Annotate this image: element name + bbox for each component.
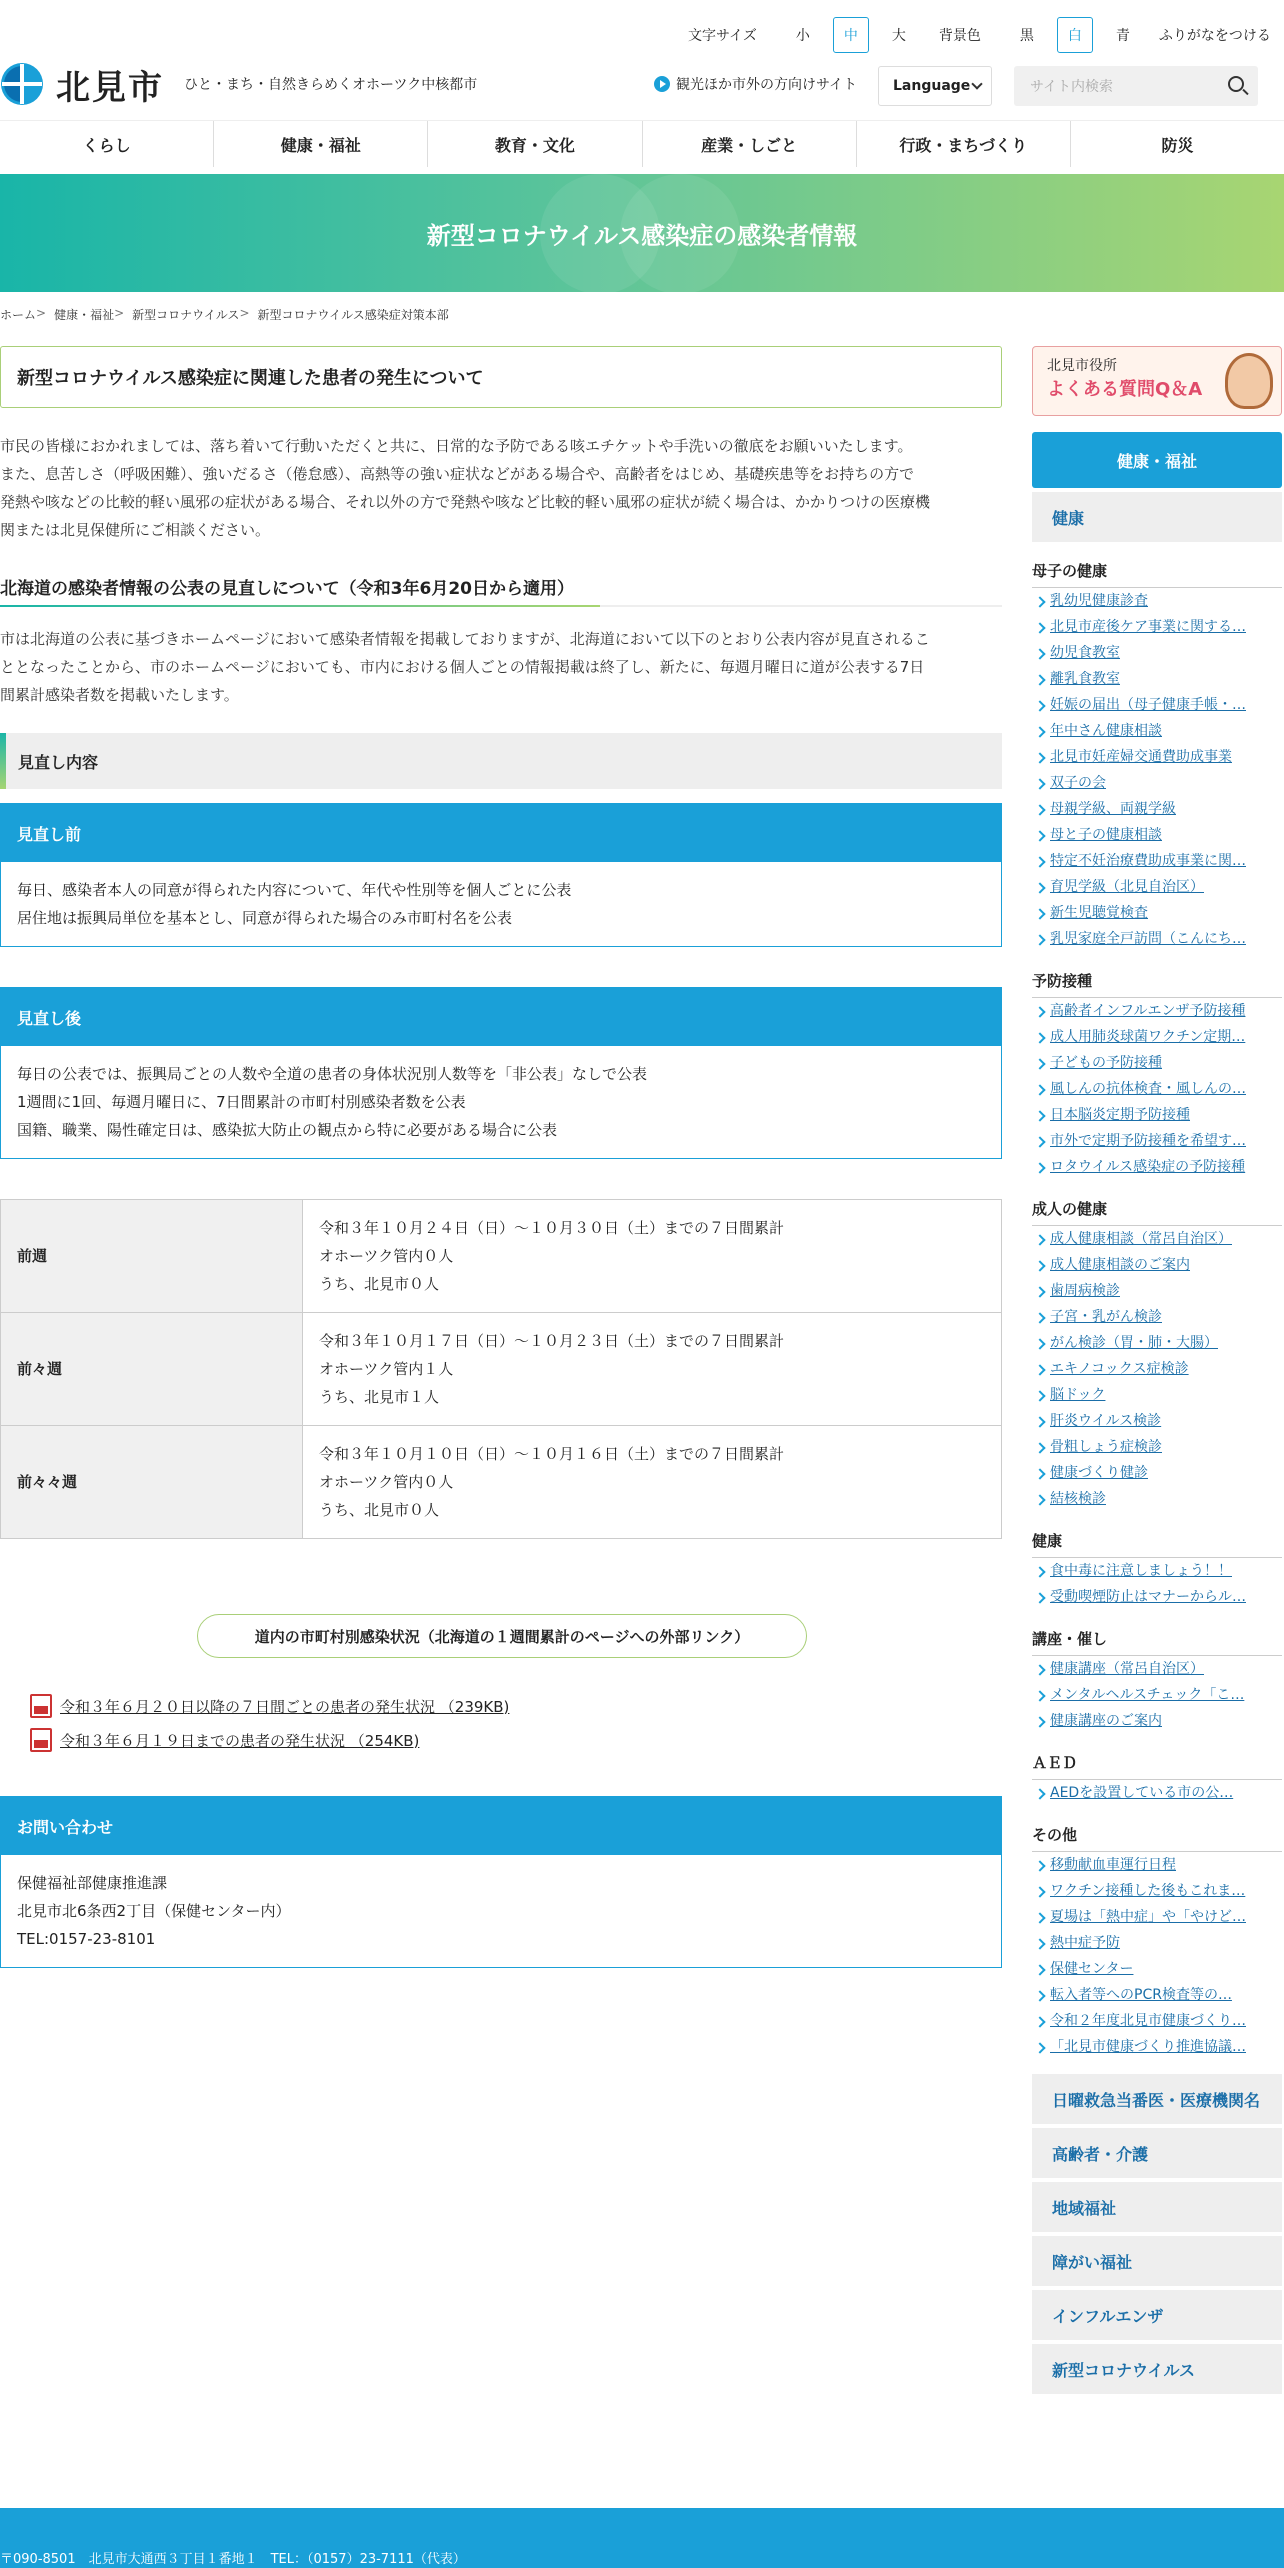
row-label: 前週	[1, 1200, 303, 1313]
sightseeing-label: 観光ほか市外の方向けサイト	[676, 77, 858, 93]
pdf-link[interactable]	[30, 1728, 419, 1752]
sidebar-link[interactable]: ワクチン接種した後もこれま…	[1032, 1878, 1282, 1904]
sidebar-link[interactable]: 歯周病検診	[1032, 1278, 1282, 1304]
page-hero	[0, 174, 1284, 292]
sidebar-link[interactable]: 健康講座（常呂自治区）	[1032, 1656, 1282, 1682]
sidebar-link[interactable]: 「北見市健康づくり推進協議…	[1032, 2034, 1282, 2060]
contact-heading: お問い合わせ	[1, 1797, 1001, 1855]
sidebar-link[interactable]: がん検診（胃・肺・大腸）	[1032, 1330, 1282, 1356]
sidebar-category-link[interactable]: 障がい福祉	[1032, 2236, 1282, 2286]
table-row	[1, 1426, 1002, 1539]
contact-line: 北見市北6条西2丁目（保健センター内）	[17, 1902, 291, 1920]
review-text	[0, 625, 1002, 709]
font-size-small[interactable]: 小	[795, 28, 810, 44]
sidebar-link[interactable]: 成人健康相談のご案内	[1032, 1252, 1282, 1278]
sidebar-group-title: 予防接種	[1032, 970, 1282, 998]
cell-line: オホーツク管内０人	[319, 1247, 454, 1265]
character-icon	[1225, 353, 1273, 409]
sidebar-group-title: 母子の健康	[1032, 560, 1282, 588]
font-size-medium[interactable]: 中	[833, 17, 869, 53]
font-size-large[interactable]: 大	[891, 28, 906, 44]
sidebar	[1032, 346, 1282, 2394]
row-label: 前々々週	[1, 1426, 303, 1539]
sidebar-category-link[interactable]: 新型コロナウイルス	[1032, 2344, 1282, 2394]
sidebar-link[interactable]: 新生児聴覚検査	[1032, 900, 1282, 926]
nav-industry-work[interactable]: 産業・しごと	[642, 121, 856, 167]
pdf-icon	[30, 1694, 52, 1718]
before-line: 居住地は振興局単位を基本とし、同意が得られた場合のみ市町村名を公表	[17, 909, 513, 927]
city-emblem-icon	[0, 62, 44, 106]
contact-card	[0, 1796, 1002, 1968]
city-name: 北見市	[56, 67, 164, 108]
sidebar-group-title: その他	[1032, 1824, 1282, 1852]
sidebar-group-title: ＡＥＤ	[1032, 1752, 1282, 1780]
breadcrumb: ホーム > 健康・福祉 > 新型コロナウイルス > 新型コロナウイルス感染症対策本部	[0, 306, 449, 322]
sightseeing-site-link[interactable]	[654, 74, 857, 94]
sidebar-link[interactable]: 骨粗しょう症検診	[1032, 1434, 1282, 1460]
weekly-cases-table	[0, 1199, 1002, 1539]
sidebar-link[interactable]: 離乳食教室	[1032, 666, 1282, 692]
before-line: 毎日、感染者本人の同意が得られた内容について、年代や性別等を個人ごとに公表	[17, 881, 572, 899]
after-line: 毎日の公表では、振興局ごとの人数や全道の患者の身体状況別人数等を「非公表」なしで公表	[17, 1065, 648, 1083]
sidebar-category-link[interactable]: 地域福祉	[1032, 2182, 1282, 2232]
sidebar-link[interactable]: 受動喫煙防止はマナーからル…	[1032, 1584, 1282, 1610]
sidebar-subcategory-health[interactable]: 健康	[1032, 492, 1282, 542]
search-input[interactable]	[1014, 66, 1258, 106]
sidebar-link[interactable]: 食中毒に注意しましょう！！	[1032, 1558, 1282, 1584]
pdf-link[interactable]	[30, 1694, 509, 1718]
font-size-label: 文字サイズ	[688, 28, 757, 44]
sidebar-link[interactable]: 市外で定期予防接種を希望す…	[1032, 1128, 1282, 1154]
sidebar-link[interactable]: 風しんの抗体検査・風しんの…	[1032, 1076, 1282, 1102]
sidebar-link[interactable]: 年中さん健康相談	[1032, 718, 1282, 744]
article-title: 新型コロナウイルス感染症に関連した患者の発生について	[0, 346, 1002, 408]
sidebar-category-link[interactable]: 高齢者・介護	[1032, 2128, 1282, 2178]
cell-line: 令和３年１０月２４日（日）～１０月３０日（土）までの７日間累計	[319, 1219, 785, 1237]
nav-education-culture[interactable]: 教育・文化	[427, 121, 641, 167]
language-label: Language	[893, 78, 971, 94]
pdf-icon	[30, 1728, 52, 1752]
sidebar-link[interactable]: 令和２年度北見市健康づくり…	[1032, 2008, 1282, 2034]
sidebar-category-link[interactable]: 日曜救急当番医・医療機関名	[1032, 2074, 1282, 2124]
nav-health-welfare[interactable]: 健康・福祉	[213, 121, 427, 167]
intro-line: 市民の皆様におかれましては、落ち着いて行動いただくと共に、日常的な予防である咳エチケットや手洗いの徹底をお願いいたします。	[0, 437, 913, 455]
global-nav	[0, 120, 1284, 166]
faq-small-text: 北見市役所	[1047, 358, 1117, 374]
sidebar-category-link[interactable]: インフルエンザ	[1032, 2290, 1282, 2340]
cell-line: オホーツク管内１人	[319, 1360, 454, 1378]
intro-line: また、息苦しさ（呼吸困難）、強いだるさ（倦怠感）、高熱等の強い症状などがある場合や、高齢者をはじめ、基礎疾患等をお持ちの方で	[0, 465, 915, 483]
sidebar-link[interactable]: 健康講座のご案内	[1032, 1708, 1282, 1734]
review-content-heading: 見直し内容	[0, 733, 1002, 789]
language-select[interactable]	[878, 66, 992, 106]
furigana-link[interactable]: ふりがなをつける	[1158, 28, 1271, 44]
site-logo[interactable]	[0, 62, 477, 106]
sidebar-link[interactable]: 子宮・乳がん検診	[1032, 1304, 1282, 1330]
breadcrumb-current: 新型コロナウイルス感染症対策本部	[257, 308, 449, 322]
before-review-card	[0, 803, 1002, 947]
external-link-button[interactable]: 道内の市町村別感染状況（北海道の１週間累計のページへの外部リンク）	[197, 1614, 807, 1658]
sidebar-link[interactable]: エキノコックス症検診	[1032, 1356, 1282, 1382]
nav-kurashi[interactable]: くらし	[82, 135, 131, 155]
row-label: 前々週	[1, 1313, 303, 1426]
cell-line: うち、北見市０人	[319, 1501, 440, 1519]
sidebar-link[interactable]: メンタルヘルスチェック「こ…	[1032, 1682, 1282, 1708]
sidebar-link[interactable]: AEDを設置している市の公…	[1032, 1780, 1282, 1806]
footer	[0, 2508, 1284, 2568]
cell-line: 令和３年１０月１７日（日）～１０月２３日（土）までの７日間累計	[319, 1332, 785, 1350]
sidebar-link[interactable]: 健康づくり健診	[1032, 1460, 1282, 1486]
sidebar-link[interactable]: 肝炎ウイルス検診	[1032, 1408, 1282, 1434]
page-title: 新型コロナウイルス感染症の感染者情報	[426, 221, 858, 250]
breadcrumb-corona[interactable]: 新型コロナウイルス	[132, 308, 240, 322]
sidebar-link-groups	[1032, 560, 1282, 2060]
search-icon[interactable]	[1228, 76, 1244, 92]
sidebar-link[interactable]: 妊娠の届出（母子健康手帳・…	[1032, 692, 1282, 718]
sidebar-link[interactable]: 母と子の健康相談	[1032, 822, 1282, 848]
after-line: 1週間に1回、毎週月曜日に、7日間累計の市町村別感染者数を公表	[17, 1093, 466, 1111]
review-line: ととなったことから、市のホームページにおいても、市内における個人ごとの情報掲載は終了し、新たに、毎週月曜日に道が公表する7日	[0, 658, 925, 676]
bg-black[interactable]: 黒	[1019, 28, 1034, 44]
breadcrumb-home[interactable]: ホーム	[0, 308, 37, 322]
sidebar-link[interactable]: 脳ドック	[1032, 1382, 1282, 1408]
sidebar-link[interactable]: 幼児食教室	[1032, 640, 1282, 666]
main-content	[0, 346, 1002, 1539]
bg-blue[interactable]: 青	[1115, 28, 1130, 44]
pdf-link-label: 令和３年６月１９日までの患者の発生状況 （254KB)	[60, 1731, 420, 1750]
sidebar-link[interactable]: 熱中症予防	[1032, 1930, 1282, 1956]
review-line: 市は北海道の公表に基づきホームページにおいて感染者情報を掲載しておりますが、北海道において以下のとおり公表内容が見直されるこ	[0, 630, 930, 648]
city-tagline: ひと・まち・自然きらめくオホーツク中核都市	[184, 77, 478, 93]
intro-line: 発熱や咳などの比較的軽い風邪の症状がある場合、それ以外の方で発熱や咳など比較的軽い風邪の症状が続く場合は、かかりつけの医療機	[0, 493, 931, 511]
search-placeholder: サイト内検索	[1030, 79, 1114, 95]
sidebar-link[interactable]: 結核検診	[1032, 1486, 1282, 1512]
sidebar-link[interactable]: ロタウイルス感染症の予防接種	[1032, 1154, 1282, 1180]
sidebar-link[interactable]: 成人用肺炎球菌ワクチン定期…	[1032, 1024, 1282, 1050]
breadcrumb-health[interactable]: 健康・福祉	[54, 308, 115, 322]
sidebar-link[interactable]: 母親学級、両親学級	[1032, 796, 1282, 822]
sidebar-category-health-welfare[interactable]: 健康・福祉	[1032, 432, 1282, 488]
sidebar-group-title: 成人の健康	[1032, 1198, 1282, 1226]
sidebar-link[interactable]: 日本脳炎定期予防接種	[1032, 1102, 1282, 1128]
sidebar-link[interactable]: 北見市産後ケア事業に関する…	[1032, 614, 1282, 640]
section-heading: 北海道の感染者情報の公表の見直しについて（令和3年6月20日から適用）	[0, 574, 1002, 607]
sidebar-link[interactable]: 転入者等へのPCR検査等の…	[1032, 1982, 1282, 2008]
sidebar-link[interactable]: 子どもの予防接種	[1032, 1050, 1282, 1076]
cell-line: うち、北見市０人	[319, 1275, 440, 1293]
sidebar-link[interactable]: 乳幼児健康診査	[1032, 588, 1282, 614]
sidebar-link[interactable]: 北見市妊産婦交通費助成事業	[1032, 744, 1282, 770]
sidebar-link[interactable]: 夏場は「熱中症」や「やけど…	[1032, 1904, 1282, 1930]
nav-administration[interactable]: 行政・まちづくり	[856, 121, 1070, 167]
footer-address: 〒090-8501 北見市大通西３丁目１番地１ TEL：（0157）23-7111（代表）	[0, 2552, 466, 2567]
sidebar-link[interactable]: 双子の会	[1032, 770, 1282, 796]
after-line: 国籍、職業、陽性確定日は、感染拡大防止の観点から特に必要がある場合に公表	[17, 1121, 558, 1139]
cell-line: うち、北見市１人	[319, 1388, 440, 1406]
table-row	[1, 1313, 1002, 1426]
review-line: 間累計感染者数を掲載いたします。	[0, 686, 239, 704]
sidebar-link[interactable]: 移動献血車運行日程	[1032, 1852, 1282, 1878]
intro-text	[0, 432, 1002, 544]
faq-big-text: よくある質問Q＆A	[1047, 379, 1203, 400]
after-review-card	[0, 987, 1002, 1159]
sidebar-link[interactable]: 成人健康相談（常呂自治区）	[1032, 1226, 1282, 1252]
bg-white[interactable]: 白	[1057, 17, 1093, 53]
sidebar-group-title: 講座・催し	[1032, 1628, 1282, 1656]
sidebar-link[interactable]: 育児学級（北見自治区）	[1032, 874, 1282, 900]
cell-line: オホーツク管内０人	[319, 1473, 454, 1491]
sidebar-group-title: 健康	[1032, 1530, 1282, 1558]
after-review-heading: 見直し後	[1, 988, 1001, 1046]
pdf-link-label: 令和３年６月２０日以降の７日間ごとの患者の発生状況 （239KB)	[60, 1697, 510, 1716]
table-row	[1, 1200, 1002, 1313]
play-icon	[654, 76, 670, 92]
sidebar-link[interactable]: 特定不妊治療費助成事業に関…	[1032, 848, 1282, 874]
utility-bar	[688, 14, 1278, 56]
sidebar-link[interactable]: 高齢者インフルエンザ予防接種	[1032, 998, 1282, 1024]
contact-line: TEL:0157-23-8101	[17, 1930, 156, 1948]
before-review-heading: 見直し前	[1, 804, 1001, 862]
sidebar-link[interactable]: 乳児家庭全戸訪問（こんにち…	[1032, 926, 1282, 952]
sidebar-link[interactable]: 保健センター	[1032, 1956, 1282, 1982]
contact-line: 保健福祉部健康推進課	[17, 1874, 168, 1892]
chevron-down-icon	[971, 78, 982, 89]
sidebar-categories	[1032, 2074, 1282, 2394]
nav-disaster[interactable]: 防災	[1070, 121, 1284, 167]
cell-line: 令和３年１０月１０日（日）～１０月１６日（土）までの７日間累計	[319, 1445, 785, 1463]
faq-banner[interactable]	[1032, 346, 1282, 416]
bg-color-label: 背景色	[938, 28, 981, 44]
intro-line: 関または北見保健所にご相談ください。	[0, 521, 271, 539]
